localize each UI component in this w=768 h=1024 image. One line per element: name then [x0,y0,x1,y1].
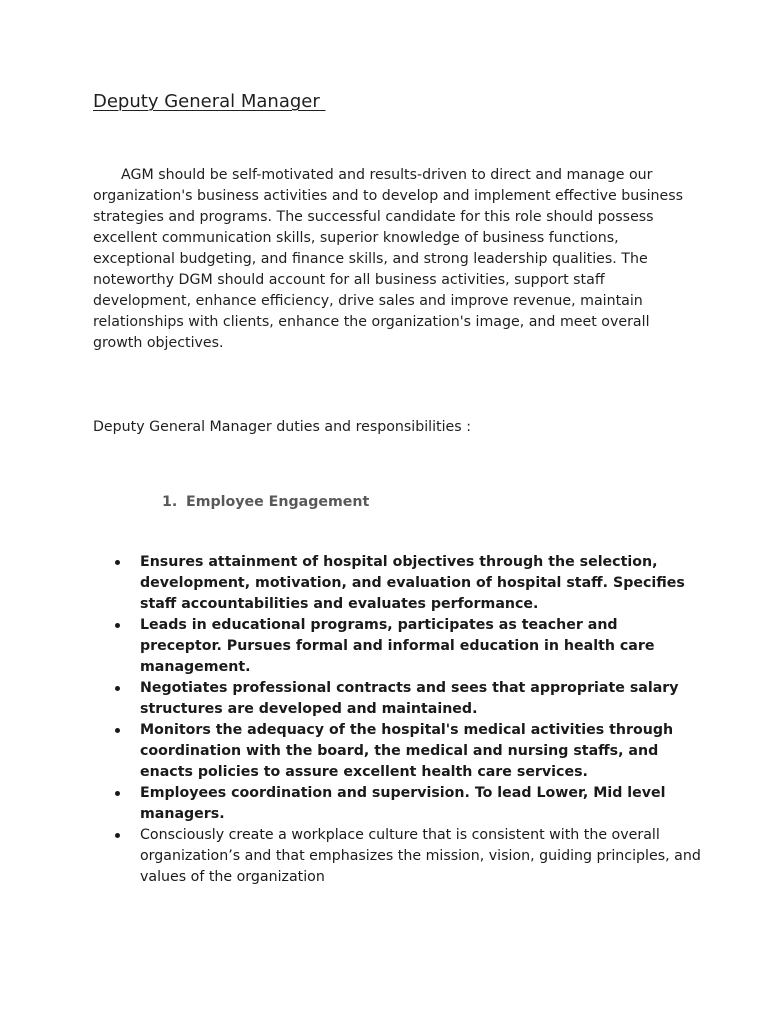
bullet-icon [115,833,120,838]
intro-paragraph: AGM should be self-motivated and results-driven to direct and manage our organization's business activities and to develop and implement effective business strategies and programs. The successful candidate for this role should possess excellent communication skills, superior knowledge of business functions, exceptional budgeting, and finance skills, and strong leadership qualities. The noteworthy DGM should account for all business activities, support staff development, enhance efficiency, drive sales and improve revenue, maintain relationships with clients, enhance the organization's image, and meet overall growth objectives. [93,167,684,351]
numbered-heading-number: 1. [162,494,178,510]
list-item [113,552,703,615]
bullet-icon [115,623,120,628]
bullet-icon [115,791,120,796]
bullet-icon [115,686,120,691]
list-item [113,615,703,678]
list-item-text: Consciously create a workplace culture that is consistent with the overall organization’s and that emphasizes the mission, vision, guiding principles, and values of the organization [140,827,701,885]
numbered-heading-label: Employee Engagement [186,494,370,510]
list-item [113,678,703,720]
list-item-text: Ensures attainment of hospital objectives through the selection, development, motivation, and evaluation of hospital staff. Specifies staff accountabilities and evaluates performance. [140,554,685,612]
list-item-text: Negotiates professional contracts and sees that appropriate salary structures are developed and maintained. [140,680,679,717]
bullet-icon [115,728,120,733]
list-item [113,783,703,825]
list-item [113,720,703,783]
numbered-heading [162,492,369,513]
bullet-icon [115,560,120,565]
responsibilities-list [113,552,703,888]
section-heading: Deputy General Manager duties and responsibilities : [93,419,471,435]
list-item [113,825,703,888]
list-item-text: Leads in educational programs, participates as teacher and preceptor. Pursues formal and informal education in health care management. [140,617,655,675]
list-item-text: Monitors the adequacy of the hospital's medical activities through coordination with the board, the medical and nursing staffs, and enacts policies to assure excellent health care services. [140,722,674,780]
list-item-text: Employees coordination and supervision. To lead Lower, Mid level managers. [140,785,666,822]
page-title: Deputy General Manager [93,91,326,112]
